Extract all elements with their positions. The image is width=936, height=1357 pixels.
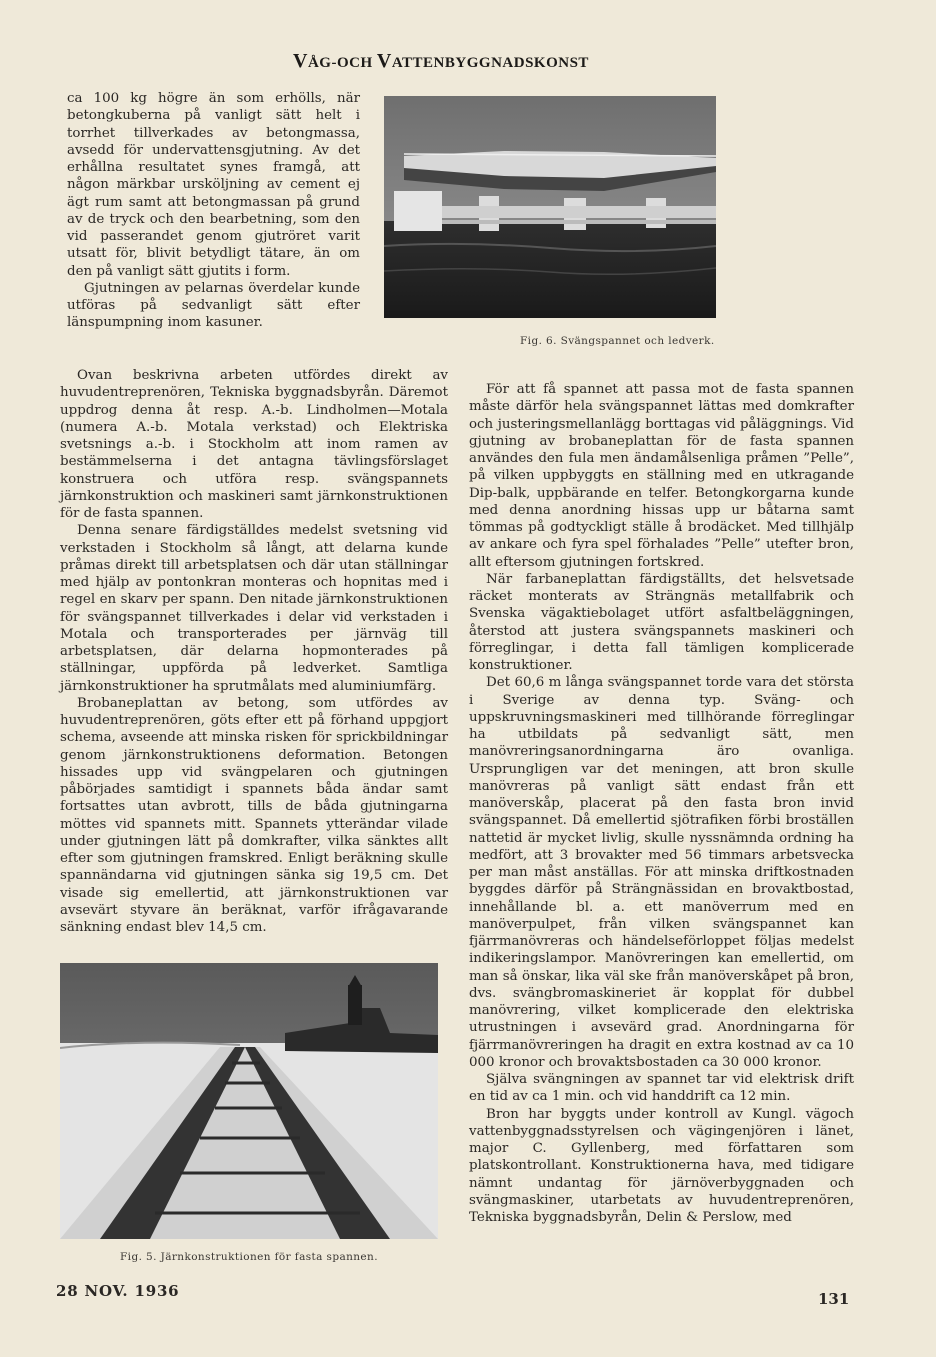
paragraph: Ovan beskrivna arbeten utfördes direkt av huvudentreprenören, Tekniska byggnadsbyrån. Däremot uppdrog denna åt resp. A.-b. Lindholmen—Motala (numera A.-b. Motala verkstad) och Elektriska svetsnings a.-b. i Stockholm att inom ramen av bestämmelserna i det antagna tävlingsförslaget konstruera och utföra resp. svängspannets järnkonstruktion och maskineri samt järnkonstruktionen för de fasta spannen. <box>60 368 448 521</box>
figure-5-photo-iron-structure <box>60 963 438 1239</box>
header-initial-v: V <box>293 50 308 72</box>
right-text-column <box>469 381 854 1226</box>
header-word-vag-och: ÅG-OCH <box>307 55 377 71</box>
figure-6-photo-swing-bridge <box>384 96 716 318</box>
paragraph: ca 100 kg högre än som erhölls, när betongkuberna på vanligt sätt helt i torrhet tillverkades av betongmassa, avsedd för undervattensgjutning. Av det erhållna resultatet synes framgå, att någon märkbar ursköljning av cement ej ägt rum samt att betongmassan på grund av de tryck och den bearbetning, som den vid passerandet genom gjutröret varit utsatt för, blivit betydligt tätare, än om den på vanligt sätt gjutits i form. <box>67 91 360 279</box>
page-number: 131 <box>818 1290 850 1308</box>
header-initial-v2: V <box>376 50 392 72</box>
journal-header <box>293 50 638 84</box>
figure-6-caption: Fig. 6. Svängspannet och ledverk. <box>520 335 715 347</box>
paragraph: För att få spannet att passa mot de fasta spannen måste därför hela svängspannet lättas med domkrafter och justeringsmellanlägg borttagas vid påläggnings. Vid gjutning av brobaneplattan för de fasta spannen användes den fula men ändamålsenliga pråmen ”Pelle”, på vilken uppbyggts en ställning med en utkragande Dip-balk, uppbärande en telfer. Betongkorgarna kunde med denna anordning hissas upp ur båtarna samt tömmas på godtyckligt ställe å brodäcket. Med tillhjälp av ankare och fyra spel förhalades ”Pelle” utefter bron, allt eftersom gjutningen fortskred. <box>469 382 854 570</box>
paragraph: Denna senare färdigställdes medelst svetsning vid verkstaden i Stockholm så långt, att delarna kunde pråmas direkt till arbetsplatsen och där utan ställningar med hjälp av pontonkran monteras och hopnitas med i regel en skarv per spann. Den nitade järnkonstruktionen för svängspannet tillverkades i delar vid verkstaden i Motala och transporterades per järnväg till arbetsplatsen, där delarna hopmonterades på ställningar, uppförda på ledverket. Samtliga järnkonstruktioner ha sprutmålats med aluminiumfärg. <box>60 523 448 694</box>
left-bottom-text-column <box>60 367 448 936</box>
figure-5-caption: Fig. 5. Järnkonstruktionen för fasta spannen. <box>120 1251 378 1263</box>
issue-date: 28 NOV. 1936 <box>56 1282 180 1300</box>
paragraph: Bron har byggts under kontroll av Kungl. vägoch vattenbyggnadsstyrelsen och vägingenjören i länet, major C. Gyllenberg, med författaren som platskontrollant. Konstruktionerna hava, med tidigare nämnt undantag för järnöverbyggnaden och svängmaskiner, utarbetats av huvudentreprenören, Tekniska byggnadsbyrån, Delin & Perslow, med <box>469 1106 854 1225</box>
paragraph: När farbaneplattan färdigställts, det helsvetsade räcket monterats av Strängnäs metallfabrik och Svenska vägaktiebolaget utfört asfaltbeläggningen, återstod att justera svängspannets maskineri och förreglingar, i detta fall tämligen komplicerade konstruktioner. <box>469 571 854 673</box>
paragraph: Själva svängningen av spannet tar vid elektrisk drift en tid av ca 1 min. och vid handdrift ca 12 min. <box>469 1072 854 1105</box>
paragraph: Brobaneplattan av betong, som utfördes av huvudentreprenören, göts efter ett på förhand uppgjort schema, avseende att minska risken för sprickbildningar genom järnkonstruktionens deformation. Betongen hissades upp vid svängpelaren och gjutningen påbörjades samtidigt i spannets båda ändar samt fortsattes utan avbrott, tills de båda gjutningarna möttes vid spannets mitt. Spannets ytterändar vilade under gjutningen lätt på domkrafter, vilka sänktes allt efter som gjutningen framskred. Enligt beräkning skulle spannändarna vid gjutningen sänka sig 19,5 cm. Det visade sig emellertid, att järnkonstruktionen var avsevärt styvare än beräknat, varför ifrågavarande sänkning endast blev 14,5 cm. <box>60 695 448 935</box>
paragraph: Det 60,6 m långa svängspannet torde vara det största i Sverige av denna typ. Sväng- och uppskruvningsmaskineri med tillhörande förreglingar ha utbildats på sedvanligt sätt, men manövreringsanordningarna äro ovanliga. Ursprungligen var det meningen, att bron skulle manövreras på vanligt sätt endast från ett manöverskåp, placerat på den fasta bron invid svängspannet. Då emellertid sjötrafiken förbi broställen nattetid är mycket livlig, skulle nyssnämnda ordning ha medfört, att 3 brovakter med 56 timmars arbetsvecka per man måst anställas. För att minska driftkostnaden byggdes därför på Strängnässidan en brovaktbostad, innehållande bl. a. ett manöverrum med en manöverpulpet, från vilken svängspannet kan fjärrmanövreras och händelseförloppet följas medelst indikeringslampor. Manövreringen kan emellertid, om man så önskar, lika väl ske från manöverskåpet på bron, dvs. svängbromaskineriet är kopplat för dubbel manövrering, vilket komplicerade den elektriska utrustningen i avsevärd grad. Anordningarna för fjärrmanövreringen ha dragit en extra kostnad av ca 10 000 kronor och brovaktsbostaden ca 30 000 kronor. <box>469 675 854 1070</box>
paragraph: Gjutningen av pelarnas överdelar kunde utföras på sedvanligt sätt efter länspumpning inom kasuner. <box>67 280 360 331</box>
header-word-vattenbyggnadskonst: ATTENBYGGNADSKONST <box>391 55 589 71</box>
left-top-text-column <box>67 90 360 332</box>
